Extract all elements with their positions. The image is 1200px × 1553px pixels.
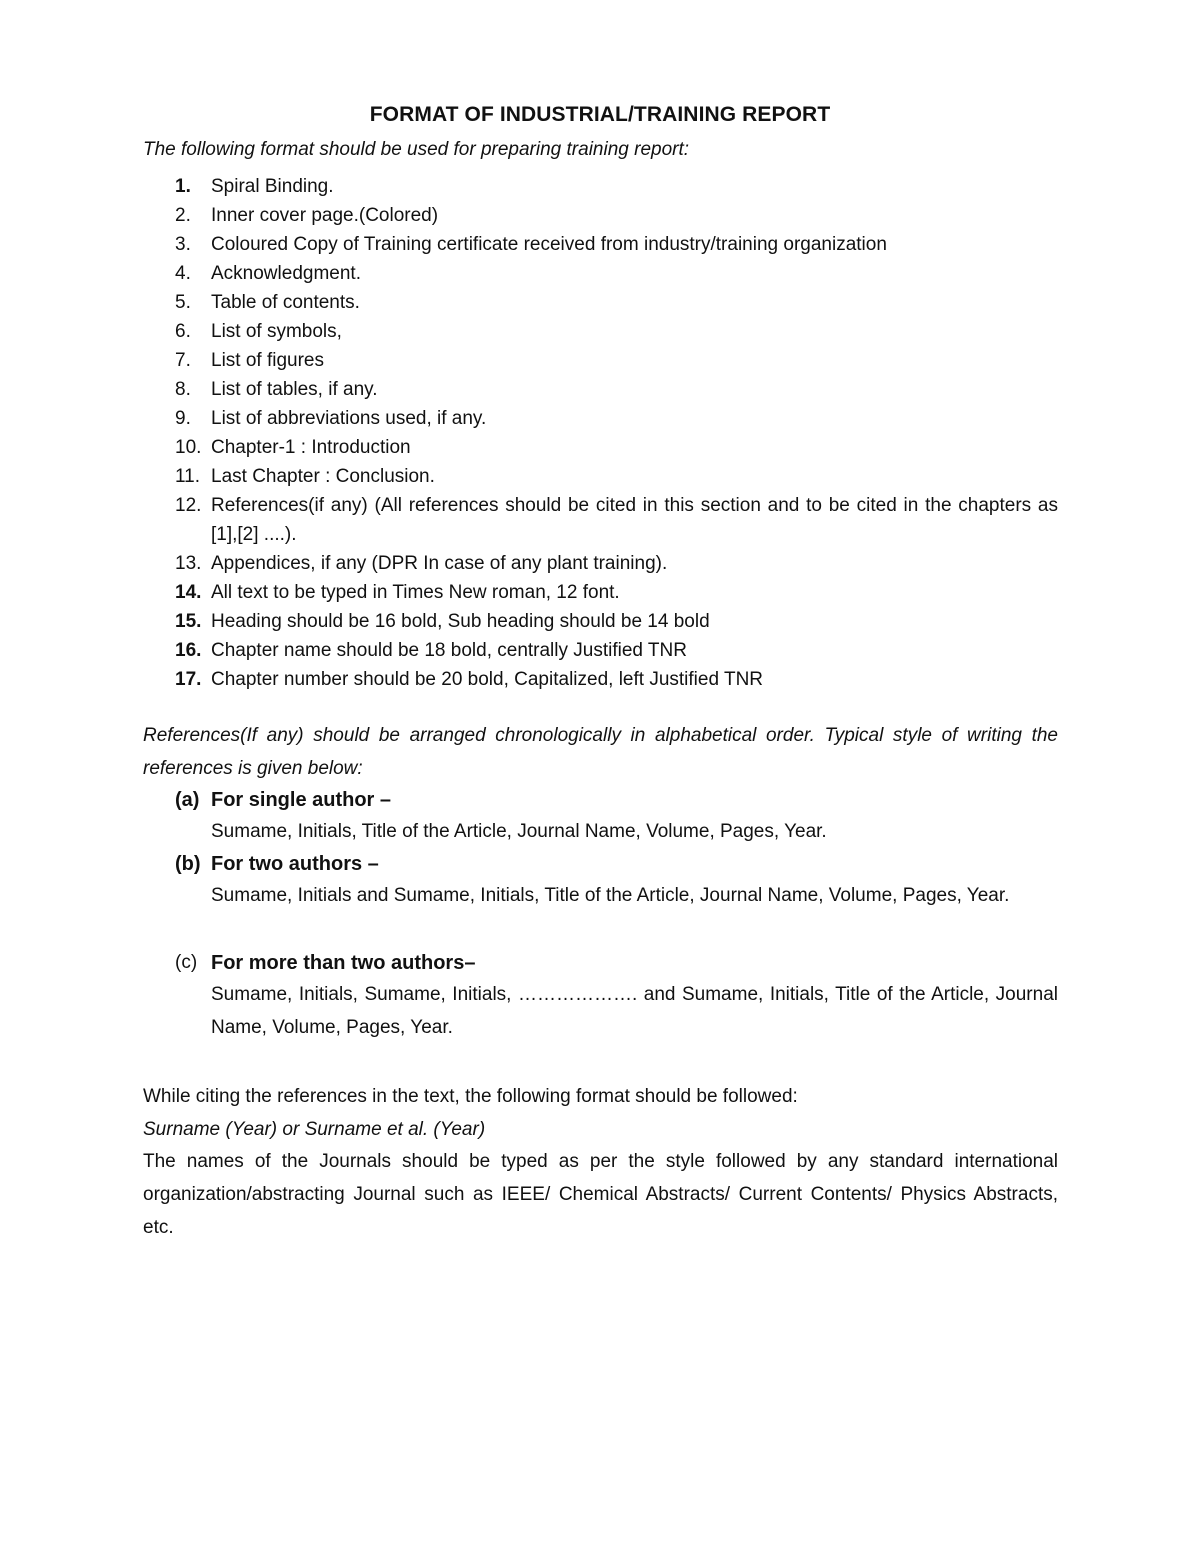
list-item-number: 6. [175, 321, 191, 342]
list-item-text: List of symbols, [211, 321, 342, 342]
reference-style-title: For single author – [211, 789, 392, 811]
list-item-number: 17. [175, 669, 202, 690]
list-item-text: All text to be typed in Times New roman, 12 font. [211, 582, 620, 603]
journals-paragraph: The names of the Journals should be typed as per the style followed by any standard international organization/abstracting Journal such as IEEE/ Chemical Abstracts/ Current Contents/ Physics Abstracts, etc. [143, 1151, 1058, 1238]
list-item-text: Heading should be 16 bold, Sub heading should be 14 bold [211, 611, 710, 632]
list-item [143, 317, 1058, 346]
list-item-text: Chapter number should be 20 bold, Capitalized, left Justified TNR [211, 669, 764, 690]
list-item-number: 13. [175, 553, 202, 574]
list-item-number: 4. [175, 263, 191, 284]
list-item [143, 259, 1058, 288]
format-list [143, 172, 1058, 694]
list-item-text: Inner cover page.(Colored) [211, 205, 439, 226]
list-item-text: Last Chapter : Conclusion. [211, 466, 435, 487]
list-item-text: Chapter name should be 18 bold, centrally Justified TNR [211, 640, 687, 661]
reference-style-heading [143, 948, 1058, 978]
list-item-text: Chapter-1 : Introduction [211, 437, 411, 458]
list-item [143, 288, 1058, 317]
list-item-text: List of figures [211, 350, 324, 371]
list-item-text: References(if any) (All references should be cited in this section and to be cited in the chapters as [1],[2] ....). [211, 495, 1058, 545]
list-item [143, 433, 1058, 462]
list-item-text: Appendices, if any (DPR In case of any plant training). [211, 553, 668, 574]
list-item-text: Acknowledgment. [211, 263, 361, 284]
list-item-number: 12. [175, 495, 202, 516]
citing-instruction: While citing the references in the text, the following format should be followed: [143, 1086, 798, 1107]
list-item [143, 636, 1058, 665]
citing-format: Surname (Year) or Surname et al. (Year) [143, 1119, 486, 1140]
list-item [143, 201, 1058, 230]
list-item-number: 9. [175, 408, 191, 429]
list-item-number: 14. [175, 582, 202, 603]
references-intro: References(If any) should be arranged chronologically in alphabetical order. Typical style of writing the references is given below: [143, 725, 1058, 779]
list-item [143, 665, 1058, 694]
reference-style-label: (c) [175, 952, 198, 973]
list-item-number: 11. [175, 466, 201, 487]
reference-style-body: Sumame, Initials and Sumame, Initials, Title of the Article, Journal Name, Volume, Pages, Year. [211, 885, 1010, 906]
reference-style-body: Sumame, Initials, Sumame, Initials, ………………. and Sumame, Initials, Title of the Article, Journal Name, Volume, Pages, Year. [211, 984, 1058, 1038]
list-item-number: 3. [175, 234, 191, 255]
list-item-number: 10. [175, 437, 202, 458]
list-item-text: List of tables, if any. [211, 379, 378, 400]
reference-style-title: For more than two authors– [211, 952, 476, 974]
reference-style-label: (b) [175, 853, 201, 875]
intro-text: The following format should be used for preparing training report: [143, 139, 690, 160]
list-item [143, 230, 1058, 259]
list-item-number: 15. [175, 611, 202, 632]
reference-style-heading [143, 849, 1058, 879]
reference-style-body: Sumame, Initials, Title of the Article, Journal Name, Volume, Pages, Year. [211, 821, 827, 842]
reference-style-many [143, 948, 1058, 1044]
list-item-number: 7. [175, 350, 191, 371]
list-item-number: 5. [175, 292, 191, 313]
list-item [143, 549, 1058, 578]
list-item-number: 16. [175, 640, 202, 661]
list-item-text: Coloured Copy of Training certificate received from industry/training organization [211, 234, 887, 255]
reference-style-single [143, 785, 1058, 848]
reference-style-two [143, 849, 1058, 912]
list-item [143, 462, 1058, 491]
list-item-number: 1. [175, 176, 191, 197]
list-item [143, 375, 1058, 404]
list-item [143, 346, 1058, 375]
reference-style-label: (a) [175, 789, 200, 811]
list-item [143, 404, 1058, 433]
list-item [143, 578, 1058, 607]
reference-style-title: For two authors – [211, 853, 379, 875]
list-item [143, 172, 1058, 201]
list-item-number: 2. [175, 205, 191, 226]
list-item-text: Spiral Binding. [211, 176, 334, 197]
list-item-text: Table of contents. [211, 292, 360, 313]
page-title: FORMAT OF INDUSTRIAL/TRAINING REPORT [369, 103, 831, 126]
list-item [143, 607, 1058, 636]
list-item [143, 491, 1058, 549]
list-item-number: 8. [175, 379, 191, 400]
list-item-text: List of abbreviations used, if any. [211, 408, 487, 429]
reference-style-heading [143, 785, 1058, 815]
